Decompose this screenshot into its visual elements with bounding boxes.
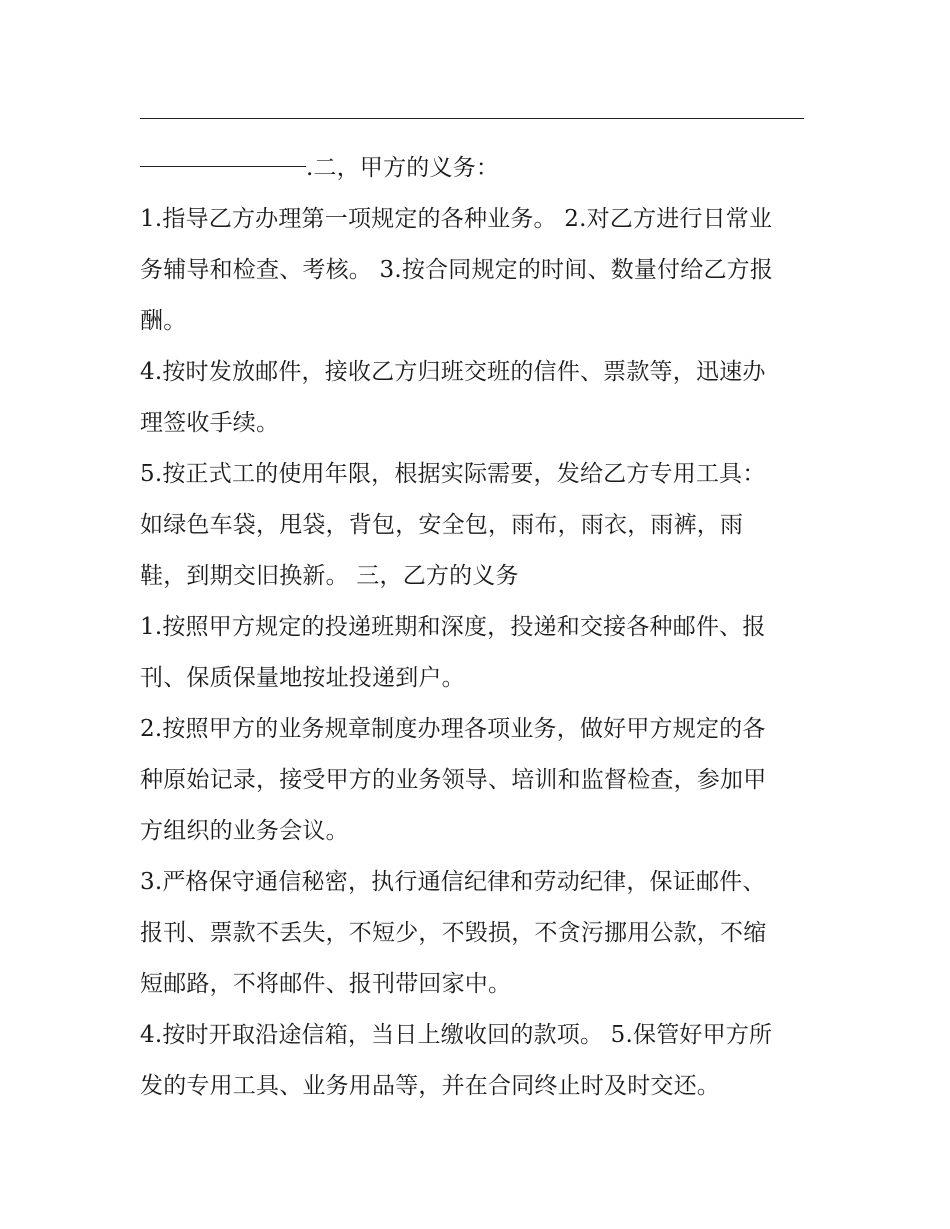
text-line: 1.按照甲方规定的投递班期和深度，投递和交接各种邮件、报: [140, 614, 766, 640]
section-heading: .二，甲方的义务：: [306, 155, 500, 181]
blank-fill-line: [140, 118, 804, 119]
text-line: 1.指导乙方办理第一项规定的各种业务。 2.对乙方进行日常业: [140, 206, 773, 232]
text-line: 短邮路，不将邮件、报刊带回家中。: [140, 971, 512, 997]
text-line: 种原始记录，接受甲方的业务领导、培训和监督检查，参加甲: [140, 767, 767, 793]
text-line: 发的专用工具、业务用品等，并在合同终止时及时交还。: [140, 1073, 720, 1099]
text-line: 4.按时发放邮件，接收乙方归班交班的信件、票款等，迅速办: [140, 359, 766, 385]
document-page: [140, 118, 820, 1112]
text-line: 酬。: [140, 308, 187, 334]
text-line: 理签收手续。: [140, 410, 280, 436]
text-line: 5.按正式工的使用年限，根据实际需要，发给乙方专用工具：: [140, 461, 766, 487]
text-line: 如绿色车袋，甩袋，背包，安全包，雨布，雨衣，雨裤，雨: [140, 512, 744, 538]
text-line: 2.按照甲方的业务规章制度办理各项业务，做好甲方规定的各: [140, 716, 766, 742]
blank-fill-short: [140, 166, 306, 167]
text-line: 务辅导和检查、考核。 3.按合同规定的时间、数量付给乙方报: [140, 257, 774, 283]
text-line: 刊、保质保量地按址投递到户。: [140, 665, 465, 691]
text-line: 3.严格保守通信秘密，执行通信纪律和劳动纪律，保证邮件、: [140, 869, 766, 895]
text-line: 4.按时开取沿途信箱，当日上缴收回的款项。 5.保管好甲方所: [140, 1022, 773, 1048]
text-line: 鞋，到期交旧换新。 三，乙方的义务: [140, 563, 519, 589]
text-line: 报刊、票款不丢失，不短少，不毁损，不贪污挪用公款，不缩: [140, 920, 767, 946]
section-heading-line: [140, 143, 820, 194]
text-line: 方组织的业务会议。: [140, 818, 349, 844]
